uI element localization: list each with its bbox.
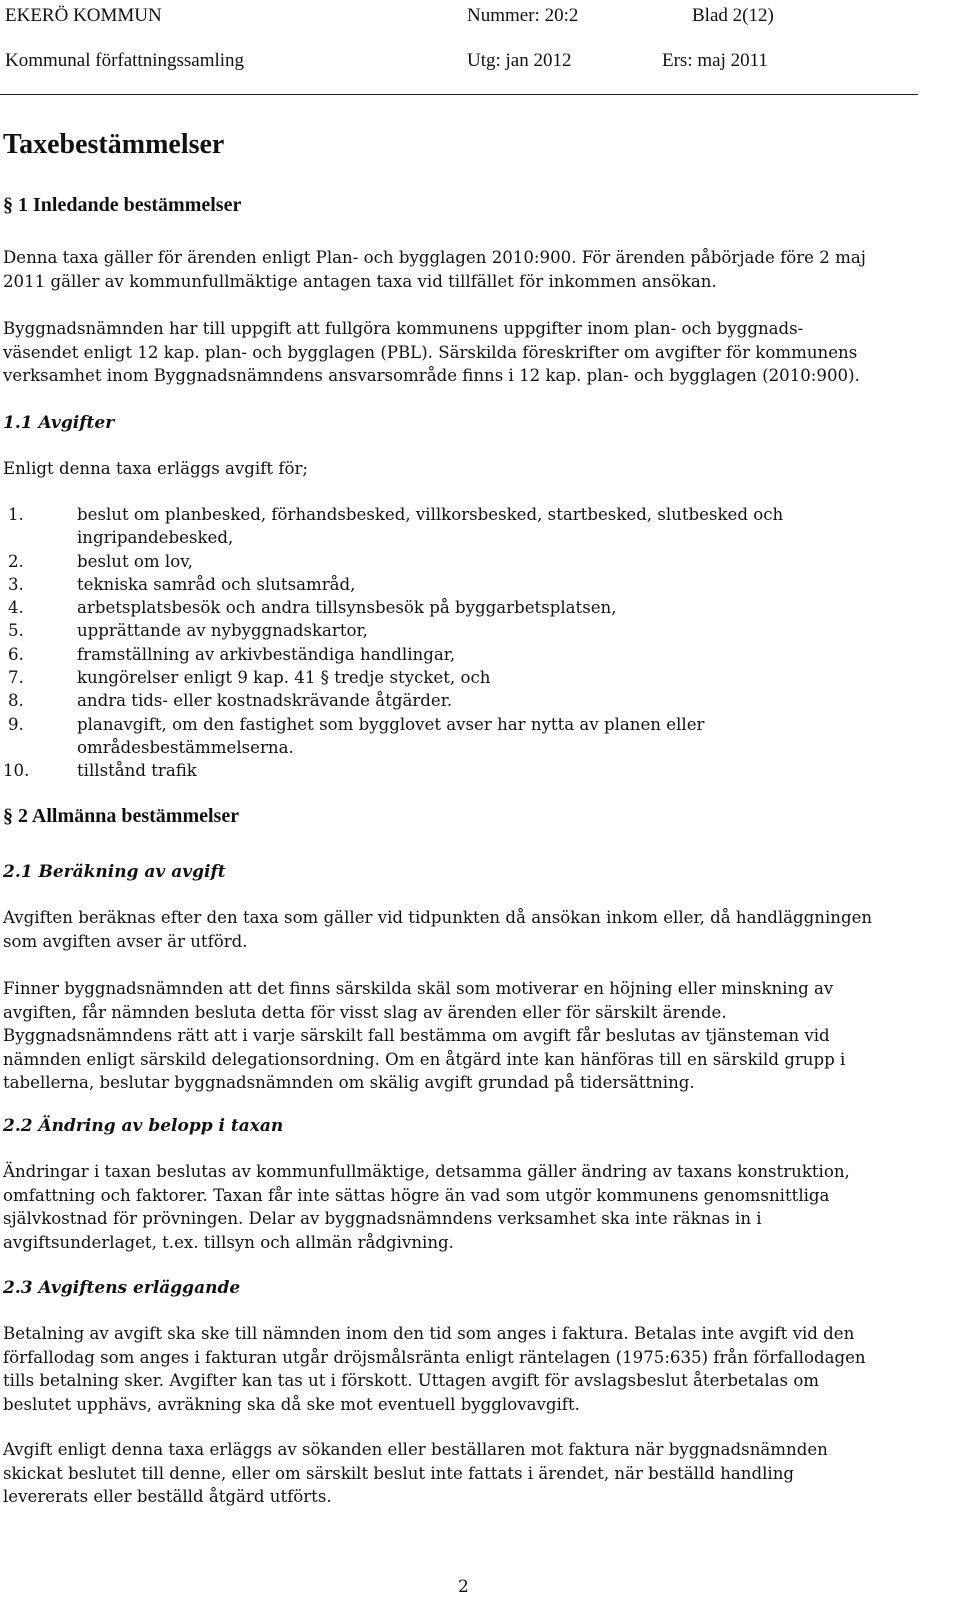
list-item [3,550,923,573]
text-line: som avgiften avser är utförd. [3,931,248,951]
list-item-text: upprättande av nybyggnadskartor, [77,621,368,641]
text-line: tills betalning sker. Avgifter kan tas ut i förskott. Uttagen avgift för avslagsbeslut återbetalas om [3,1371,820,1390]
list-item [3,689,923,712]
subsection-1-1-heading: 1.1 Avgifter [3,413,115,433]
list-item-text: tekniska samråd och slutsamråd, [77,574,356,594]
subsection-2-2-heading: 2.2 Ändring av belopp i taxan [3,1116,284,1136]
list-item [3,759,923,782]
text-line: levererats eller beställd åtgärd utförts. [3,1487,332,1506]
list-item-number: 7. [8,668,24,688]
header-municipality: EKERÖ KOMMUN [5,5,162,26]
list-item [3,713,923,760]
subsection-2-1-heading: 2.1 Beräkning av avgift [3,862,226,882]
list-item-text: framställning av arkivbeständiga handlingar, [77,644,456,664]
text-line: Enligt denna taxa erläggs avgift för; [3,459,308,478]
text-line: Byggnadsnämnden har till uppgift att fullgöra kommunens uppgifter inom plan- och byggnads- [3,319,804,338]
list-item [3,503,923,550]
list-item [3,573,923,596]
header-number: Nummer: 20:2 [467,5,579,26]
list-item-number: 9. [8,714,24,734]
section-1-heading: § 1 Inledande bestämmelser [3,194,242,216]
subsection-2-3-paragraph-1 [3,1322,943,1416]
section-2-heading: § 2 Allmänna bestämmelser [3,805,240,827]
text-line: beslutet upphävs, avräkning ska då ske mot eventuell bygglovavgift. [3,1394,580,1414]
subsection-2-3-heading: 2.3 Avgiftens erläggande [3,1278,241,1298]
header-page: Blad 2(12) [692,5,774,26]
text-line: skickat beslutet till denne, eller om särskilt beslut inte fattats i ärendet, när beställd handling [3,1463,795,1483]
text-line: väsendet enligt 12 kap. plan- och bygglagen (PBL). Särskilda föreskrifter om avgifter för kommunens [3,342,858,362]
text-line: avgiftsunderlaget, t.ex. tillsyn och allmän rådgivning. [3,1232,454,1252]
subsection-2-1-paragraph-2 [3,977,943,1095]
subsection-2-3-paragraph-2 [3,1438,943,1509]
text-line: självkostnad för prövningen. Delar av byggnadsnämndens verksamhet ska inte räknas in i [3,1209,762,1228]
list-item-number: 6. [8,644,24,664]
text-line: Denna taxa gäller för ärenden enligt Plan- och bygglagen 2010:900. För ärenden påbörjade före 2 maj [3,248,866,267]
text-line: Avgift enligt denna taxa erläggs av sökanden eller beställaren mot faktura när byggnadsnämnden [3,1440,828,1459]
text-line: Betalning av avgift ska ske till nämnden inom den tid som anges i faktura. Betalas inte avgift vid den [3,1324,855,1343]
text-line: avgiften, får nämnden besluta detta för visst slag av ärenden eller för särskilt ärende. [3,1002,727,1022]
list-item-text: beslut om lov, [77,551,193,571]
fees-intro [3,457,943,481]
header-issued: Utg: jan 2012 [467,50,572,71]
list-item [3,666,923,689]
document-title: Taxebestämmelser [3,129,225,160]
list-item-text: områdesbestämmelserna. [77,737,294,757]
text-line: verksamhet inom Byggnadsnämndens ansvarsområde finns i 12 kap. plan- och bygglagen (2010:900). [3,366,860,385]
fee-items-list [3,503,923,783]
page-number: 2 [458,1577,469,1597]
list-item [3,619,923,642]
text-line: nämnden enligt särskild delegationsordning. Om en åtgärd inte kan hänföras till en särskild grupp i [3,1049,846,1069]
list-item-text: beslut om planbesked, förhandsbesked, villkorsbesked, startbesked, slutbesked och [77,505,784,524]
list-item-text: kungörelser enligt 9 kap. 41 § tredje stycket, och [77,668,491,688]
list-item-number: 10. [3,761,30,781]
text-line: Finner byggnadsnämnden att det finns särskilda skäl som motiverar en höjning eller minskning av [3,979,834,998]
subsection-2-2-paragraph-1 [3,1160,943,1254]
text-line: Avgiften beräknas efter den taxa som gäller vid tidpunkten då ansökan inkom eller, då handläggningen [3,908,873,927]
text-line: omfattning och faktorer. Taxan får inte sättas högre än vad som utgör kommunens genomsnittliga [3,1185,830,1205]
list-item [3,643,923,666]
header-collection: Kommunal författningssamling [5,50,245,71]
header-replaces: Ers: maj 2011 [662,50,768,71]
list-item [3,596,923,619]
list-item-number: 2. [8,551,24,571]
list-item-number: 5. [8,621,24,641]
text-line: Ändringar i taxan beslutas av kommunfullmäktige, detsamma gäller ändring av taxans konstruktion, [3,1162,850,1181]
text-line: förfallodag som anges i fakturan utgår dröjsmålsränta enligt räntelagen (1975:635) från förfallodagen [3,1347,866,1367]
list-item-number: 1. [8,505,24,524]
text-line: tabellerna, beslutar byggnadsnämnden om skälig avgift grundad på tidersättning. [3,1073,695,1092]
text-line: Byggnadsnämndens rätt att i varje särskilt fall bestämma om avgift får beslutas av tjänsteman vid [3,1026,830,1045]
text-line: 2011 gäller av kommunfullmäktige antagen taxa vid tillfället för inkommen ansökan. [3,271,717,291]
list-item-text: tillstånd trafik [77,761,197,781]
subsection-2-1-paragraph-1 [3,906,943,953]
list-item-text: planavgift, om den fastighet som bygglovet avser har nytta av planen eller [77,714,705,734]
list-item-number: 4. [8,598,24,618]
header-divider [0,94,918,95]
list-item-text: ingripandebesked, [77,528,234,548]
list-item-number: 3. [8,574,24,594]
section-1-paragraph-1 [3,246,943,293]
list-item-text: andra tids- eller kostnadskrävande åtgärder. [77,691,453,711]
list-item-text: arbetsplatsbesök och andra tillsynsbesök på byggarbetsplatsen, [77,598,617,618]
list-item-number: 8. [8,691,24,711]
section-1-paragraph-2 [3,317,943,388]
